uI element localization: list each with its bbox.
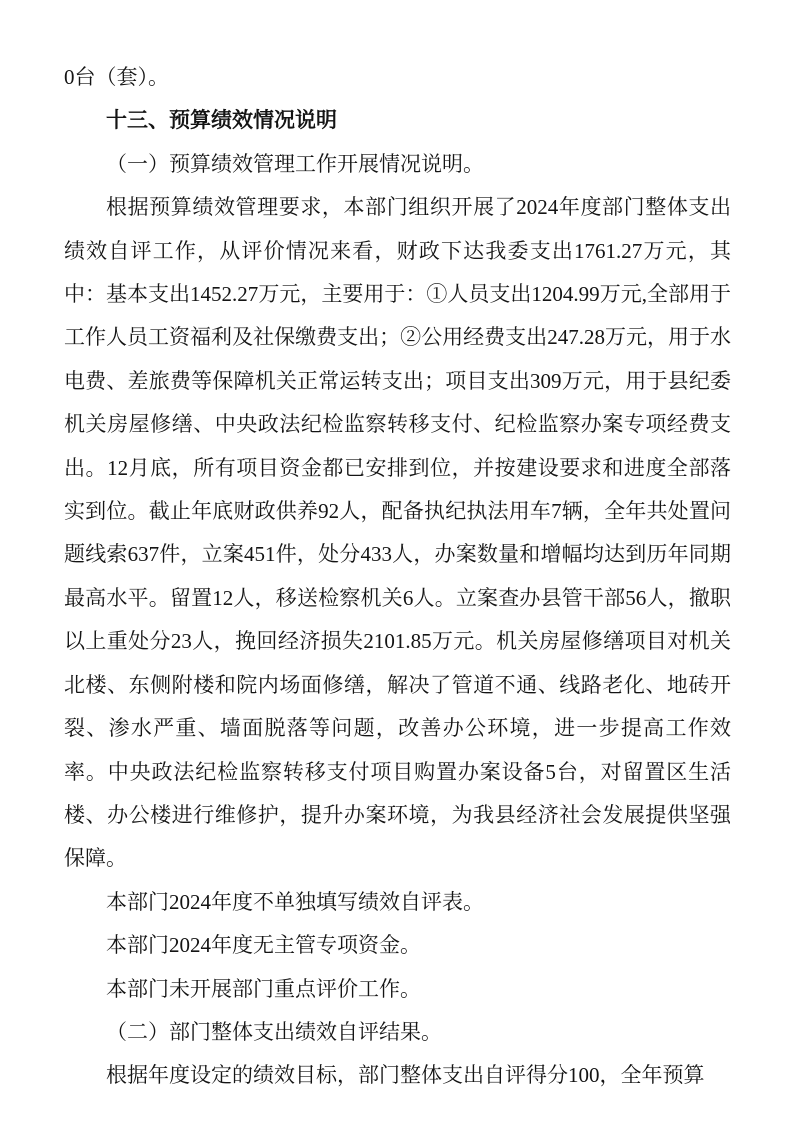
paragraph-self-eval-result: 根据年度设定的绩效目标，部门整体支出自评得分100，全年预算 bbox=[106, 1063, 705, 1088]
subsection-heading-2: （二）部门整体支出绩效自评结果。 bbox=[106, 1019, 442, 1044]
paragraph-no-separate-self-eval-form: 本部门2024年度不单独填写绩效自评表。 bbox=[106, 889, 484, 914]
paragraph-no-special-funds: 本部门2024年度无主管专项资金。 bbox=[106, 933, 421, 958]
subsection-heading-1: （一）预算绩效管理工作开展情况说明。 bbox=[106, 151, 484, 176]
paragraph-performance-overview: 根据预算绩效管理要求，本部门组织开展了2024年度部门整体支出绩效自评工作，从评价情况来看，财政下达我委支出1761.27万元，其中：基本支出1452.27万元，主要用于：①人员支出1204.99万元,全部用于工作人员工资福利及社保缴费支出；②公用经费支出247.28万元，用于水电费、差旅费等保障机关正常运转支出；项目支出309万元，用于县纪委机关房屋修缮、中央政法纪检监察转移支付、纪检监察办案专项经费支出。12月底，所有项目资金都已安排到位，并按建设要求和进度全部落实到位。截止年底财政供养92人，配备执纪执法用车7辆，全年共处置问题线索637件，立案451件，处分433人，办案数量和增幅均达到历年同期最高水平。留置12人，移送检察机关6人。立案查办县管干部56人，撤职以上重处分23人，挽回经济损失2101.85万元。机关房屋修缮项目对机关北楼、东侧附楼和院内场面修缮，解决了管道不通、线路老化、地砖开裂、渗水严重、墙面脱落等问题，改善办公环境，进一步提高工作效率。中央政法纪检监察转移支付项目购置办案设备5台，对留置区生活楼、办公楼进行维修护，提升办案环境，为我县经济社会发展提供坚强保障。 bbox=[64, 195, 731, 871]
paragraph-no-key-evaluation: 本部门未开展部门重点评价工作。 bbox=[106, 976, 421, 1001]
carryover-line: 0台（套）。 bbox=[64, 65, 169, 89]
section-heading: 十三、预算绩效情况说明 bbox=[106, 109, 337, 133]
document-body bbox=[64, 56, 731, 1098]
